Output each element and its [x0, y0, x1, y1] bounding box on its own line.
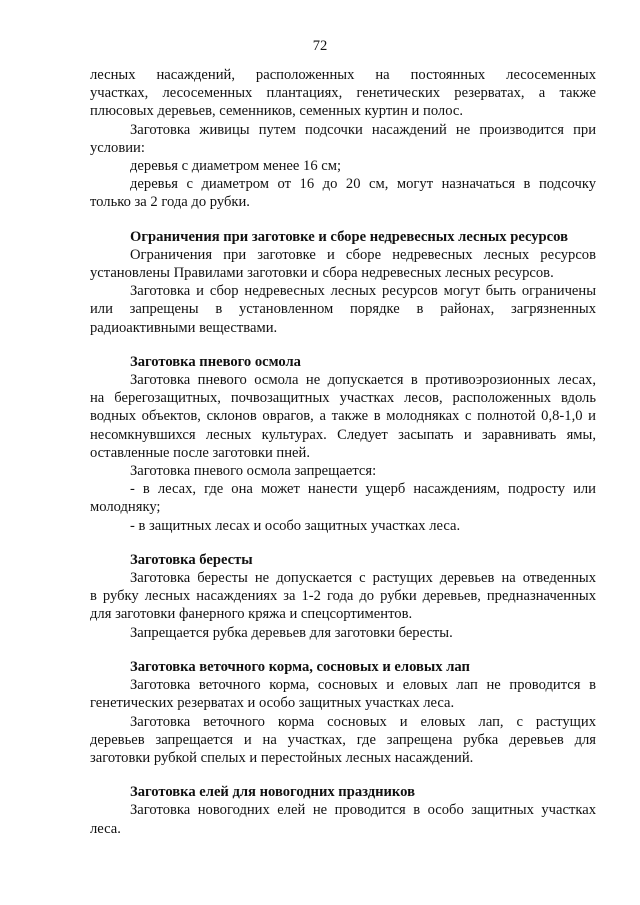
text-line: деревьев запрещается и на участках, где запрещена рубка деревьев для: [90, 731, 596, 748]
text-line: - в защитных лесах и особо защитных участках леса.: [130, 517, 461, 534]
text-line: леса.: [90, 820, 121, 837]
paragraph: [90, 624, 596, 642]
paragraph: [90, 801, 596, 837]
paragraph: [90, 157, 596, 175]
section-heading: Заготовка пневого осмола: [130, 353, 301, 370]
text-line: условии:: [90, 139, 145, 156]
section-heading: Заготовка бересты: [130, 551, 253, 568]
text-line: только за 2 года до рубки.: [90, 194, 250, 211]
text-line: Ограничения при заготовке и сборе недревесных лесных ресурсов: [130, 246, 596, 263]
paragraph: [90, 66, 596, 121]
paragraph: [90, 282, 596, 337]
section-heading: Ограничения при заготовке и сборе недревесных лесных ресурсов: [130, 228, 568, 245]
section-heading: Заготовка елей для новогодних праздников: [130, 784, 415, 801]
text-line: деревья с диаметром от 16 до 20 см, могут назначаться в подсочку: [130, 176, 596, 193]
text-line: Заготовка пневого осмола запрещается:: [130, 463, 377, 480]
text-line: участках, лесосеменных плантациях, генетических резерватах, а также: [90, 85, 596, 102]
list-item: [90, 480, 596, 516]
text-line: заготовки рубкой спелых и перестойных лесных насаждений.: [90, 749, 474, 766]
page-number: 72: [312, 38, 328, 54]
paragraph: [90, 246, 596, 282]
text-line: Заготовка бересты не допускается с растущих деревьев на отведенных: [130, 570, 596, 587]
text-line: генетических резерватах и особо защитных участках леса.: [90, 695, 455, 712]
text-line: Заготовка веточного корма сосновых и еловых лап, с растущих: [130, 713, 596, 730]
text-line: Заготовка живицы путем подсочки насаждений не производится при: [130, 121, 596, 138]
text-line: установлены Правилами заготовки и сбора недревесных лесных ресурсов.: [90, 265, 554, 282]
text-line: водных объектов, склонов оврагов, а также в молодняках с полнотой 0,8-1,0 и: [90, 408, 596, 425]
paragraph: [90, 175, 596, 211]
paragraph: [90, 371, 596, 462]
text-line: лесных насаждений, расположенных на постоянных лесосеменных: [90, 67, 596, 83]
text-line: для заготовки фанерного кряжа и спецсортиментов.: [90, 606, 413, 623]
text-line: Заготовка новогодних елей не проводится в особо защитных участках: [130, 802, 596, 819]
text-line: молодняку;: [90, 499, 161, 516]
text-line: оставленные после заготовки пней.: [90, 444, 310, 461]
text-line: - в лесах, где она может нанести ущерб насаждениям, подросту или: [130, 481, 596, 498]
section-heading: Заготовка веточного корма, сосновых и еловых лап: [130, 658, 470, 675]
text-line: или запрещены в установленном порядке в районах, загрязненных: [90, 301, 596, 318]
text-line: деревья с диаметром менее 16 см;: [130, 158, 342, 175]
text-line: Заготовка веточного корма, сосновых и еловых лап не проводится в: [130, 677, 596, 694]
text-line: плюсовых деревьев, семенников, семенных куртин и полос.: [90, 103, 463, 120]
text-line: радиоактивными веществами.: [90, 319, 278, 336]
text-line: Заготовка пневого осмола не допускается в противоэрозионных лесах,: [130, 372, 596, 389]
text-line: Заготовка и сбор недревесных лесных ресурсов могут быть ограничены: [130, 283, 596, 300]
text-line: на берегозащитных, почвозащитных участках лесов, расположенных вдоль: [90, 390, 596, 407]
document-body: [90, 66, 596, 838]
text-line: в рубку лесных насаждениях за 1-2 года до рубки деревьев, предназначенных: [90, 588, 596, 605]
paragraph: [90, 569, 596, 624]
paragraph: [90, 121, 596, 157]
list-item: [90, 517, 596, 535]
paragraph: [90, 713, 596, 768]
paragraph: [90, 462, 596, 480]
text-line: Запрещается рубка деревьев для заготовки бересты.: [130, 624, 453, 641]
text-line: несомкнувшихся лесных культурах. Следует засыпать и заравнивать ямы,: [90, 426, 596, 443]
paragraph: [90, 676, 596, 712]
